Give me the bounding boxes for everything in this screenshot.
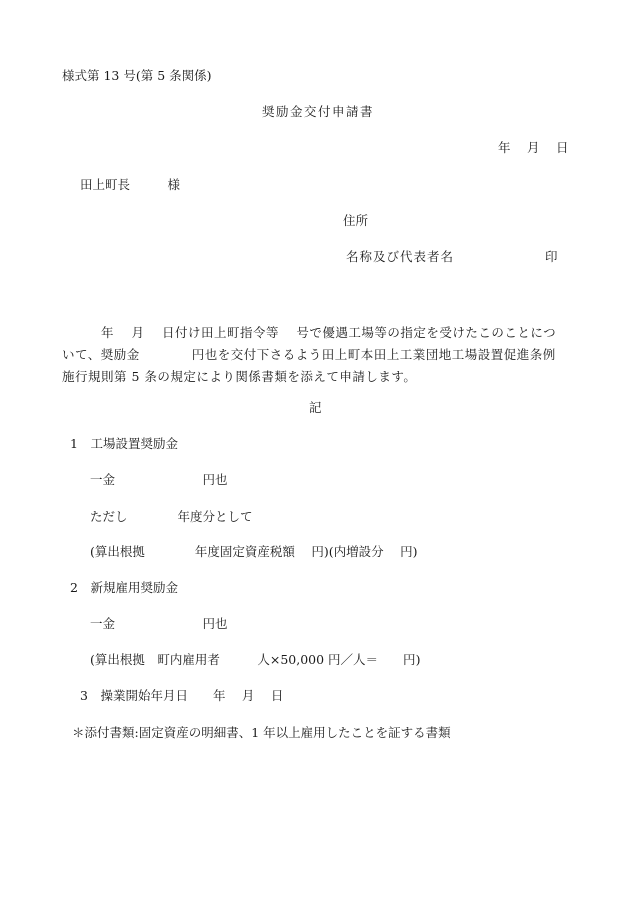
section1-heading: 1 工場設置奨励金 [70,436,178,451]
section2-calculation: (算出根拠 町内雇用者 人×50,000 円／人＝ 円) [90,652,421,667]
application-body [62,322,582,388]
applicant-name-label: 名称及び代表者名 [346,249,455,264]
section3-heading: 3 操業開始年月日 年 月 日 [80,688,284,703]
application-date: 年 月 日 [498,140,569,155]
form-number-label: 様式第 13 号(第 5 条関係) [62,68,212,83]
body-line: 年 月 日付け田上町指令等 号で優遇工場等の指定を受けたこのことにつ [62,325,557,340]
applicant-address-label: 住所 [343,213,369,228]
section2-amount: 一金 円也 [90,616,228,631]
document-title: 奨励金交付申請書 [262,104,375,119]
ki-heading: 記 [309,400,322,415]
section1-calculation: (算出根拠 年度固定資産税額 円)(内増設分 円) [90,544,418,559]
attachment-note: ＊添付書類:固定資産の明細書、1 年以上雇用したことを証する書類 [72,725,451,740]
seal-mark: 印 [545,249,558,264]
section2-heading: 2 新規雇用奨励金 [70,580,178,595]
body-line: いて、奨励金 円也を交付下さるよう田上町本田上工業団地工場設置促進条例 [62,347,556,362]
addressee: 田上町長 様 [80,177,181,192]
section1-proviso: ただし 年度分として [90,509,253,524]
body-line: 施行規則第 5 条の規定により関係書類を添えて申請します。 [62,369,417,384]
section1-amount: 一金 円也 [90,472,228,487]
